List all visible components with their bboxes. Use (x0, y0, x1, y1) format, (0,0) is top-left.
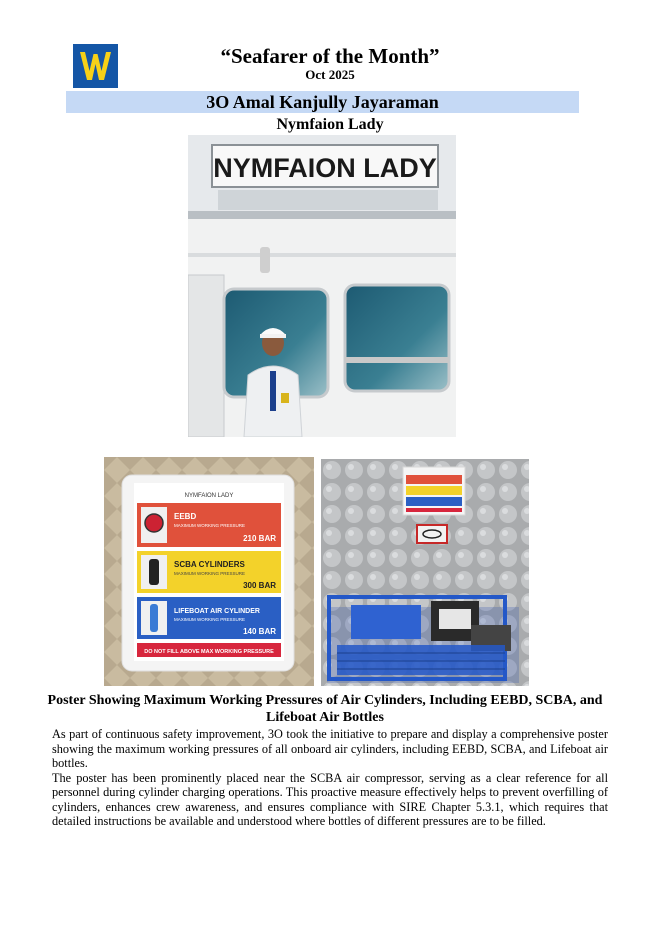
ship-name-sign: NYMFAION LADY (213, 153, 437, 183)
poster-row-pressure: 300 BAR (243, 581, 276, 590)
vessel-name: Nymfaion Lady (276, 116, 384, 133)
article-caption: Poster Showing Maximum Working Pressures of Air Cylinders, Including EEBD, SCBA, and Lifeboat Air Bottles (47, 693, 603, 725)
seafarer-name: 3O Amal Kanjully Jayaraman (66, 91, 579, 113)
poster-row-sub: MAXIMUM WORKING PRESSURE (174, 523, 246, 528)
company-logo (73, 44, 118, 88)
paragraph: As part of continuous safety improvement, 3O took the initiative to prepare and display a comprehensive poster showing the maximum working pressures of all onboard air cylinders, including EEBD, SCBA, and Lifeboat air bottles. (52, 727, 608, 770)
poster-row-sub: MAXIMUM WORKING PRESSURE (174, 571, 246, 576)
page-title: “Seafarer of the Month” (220, 44, 440, 68)
poster-row-label: EEBD (174, 512, 197, 521)
seafarer-photo (188, 135, 456, 437)
poster-row-label: LIFEBOAT AIR CYLINDER (174, 608, 260, 615)
paragraph: The poster has been prominently placed near the SCBA air compressor, serving as a clear reference for all personnel during cylinder charging operations. This proactive measure effectively helps to prevent overfilling of cylinders, enhances crew awareness, and ensures compliance with SIRE Chapter 5.3.1, which requires that detailed instructions be available and understood where bottles of different pressures are to be filled. (52, 770, 608, 828)
poster-row-sub: MAXIMUM WORKING PRESSURE (174, 617, 246, 622)
pressure-poster-photo (104, 457, 314, 686)
poster-header: NYMFAION LADY (184, 493, 234, 499)
poster-footer: DO NOT FILL ABOVE MAX WORKING PRESSURE (144, 649, 274, 655)
compressor-photo (321, 459, 529, 686)
poster-row-pressure: 210 BAR (243, 534, 276, 543)
poster-row-label: SCBA CYLINDERS (174, 560, 245, 569)
poster-row-pressure: 140 BAR (243, 627, 276, 636)
article-body (52, 727, 608, 829)
issue-month: Oct 2025 (305, 67, 355, 82)
